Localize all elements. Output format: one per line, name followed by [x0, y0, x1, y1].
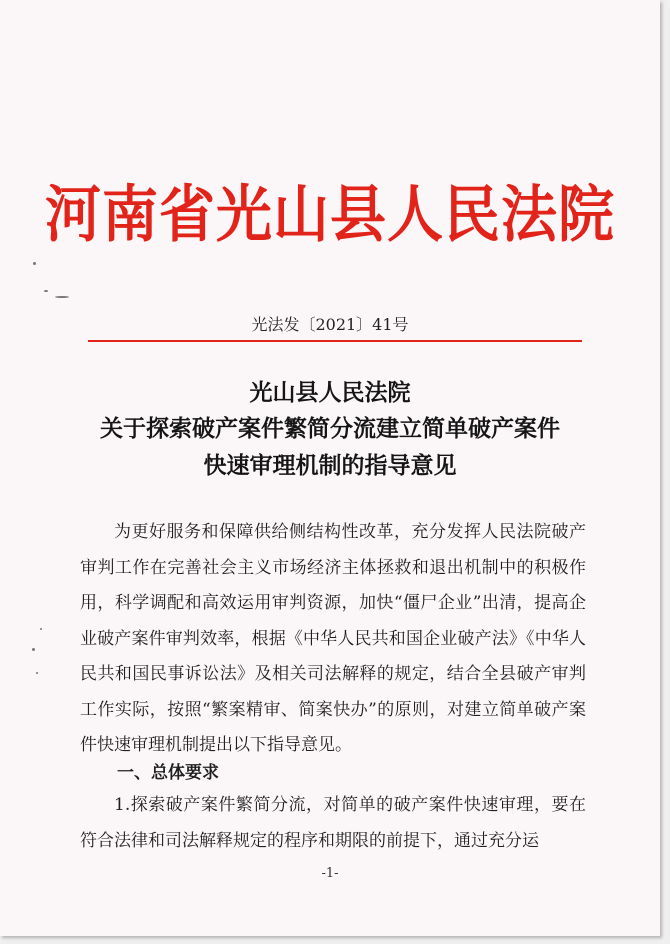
red-divider-line	[88, 340, 582, 342]
page-number: -1-	[321, 866, 339, 881]
scan-speck	[32, 648, 35, 651]
scan-speck	[33, 262, 36, 265]
document-title-line-2: 关于探索破产案件繁简分流建立简单破产案件	[100, 415, 560, 442]
item-1-paragraph: 1.探索破产案件繁简分流，对简单的破产案件快速审理，要在符合法律和司法解释规定的程序和期限的前提下，通过充分运	[80, 795, 586, 851]
scan-speck	[55, 296, 69, 298]
scan-speck	[44, 290, 48, 292]
document-number: 光法发〔2021〕41号	[251, 315, 409, 334]
scan-speck	[36, 672, 38, 674]
section-heading: 一、总体要求	[117, 763, 219, 783]
issuing-court-title: 河南省光山县人民法院	[45, 178, 615, 251]
scan-speck	[40, 628, 42, 630]
intro-paragraph: 为更好服务和保障供给侧结构性改革，充分发挥人民法院破产审判工作在完善社会主义市场经济主体拯救和退出机制中的积极作用，科学调配和高效运用审判资源，加快“僵尸企业”出清，提高企业破产案件审判效率，根据《中华人民共和国企业破产法》《中华人民共和国民事诉讼法》及相关司法解释的规定，结合全县破产审判工作实际，按照“繁案精审、简案快办”的原则，对建立简单破产案件快速审理机制提出以下指导意见。	[80, 522, 586, 755]
document-title-line-1: 光山县人民法院	[249, 379, 411, 406]
document-title-line-3: 快速审理机制的指导意见	[203, 452, 457, 479]
